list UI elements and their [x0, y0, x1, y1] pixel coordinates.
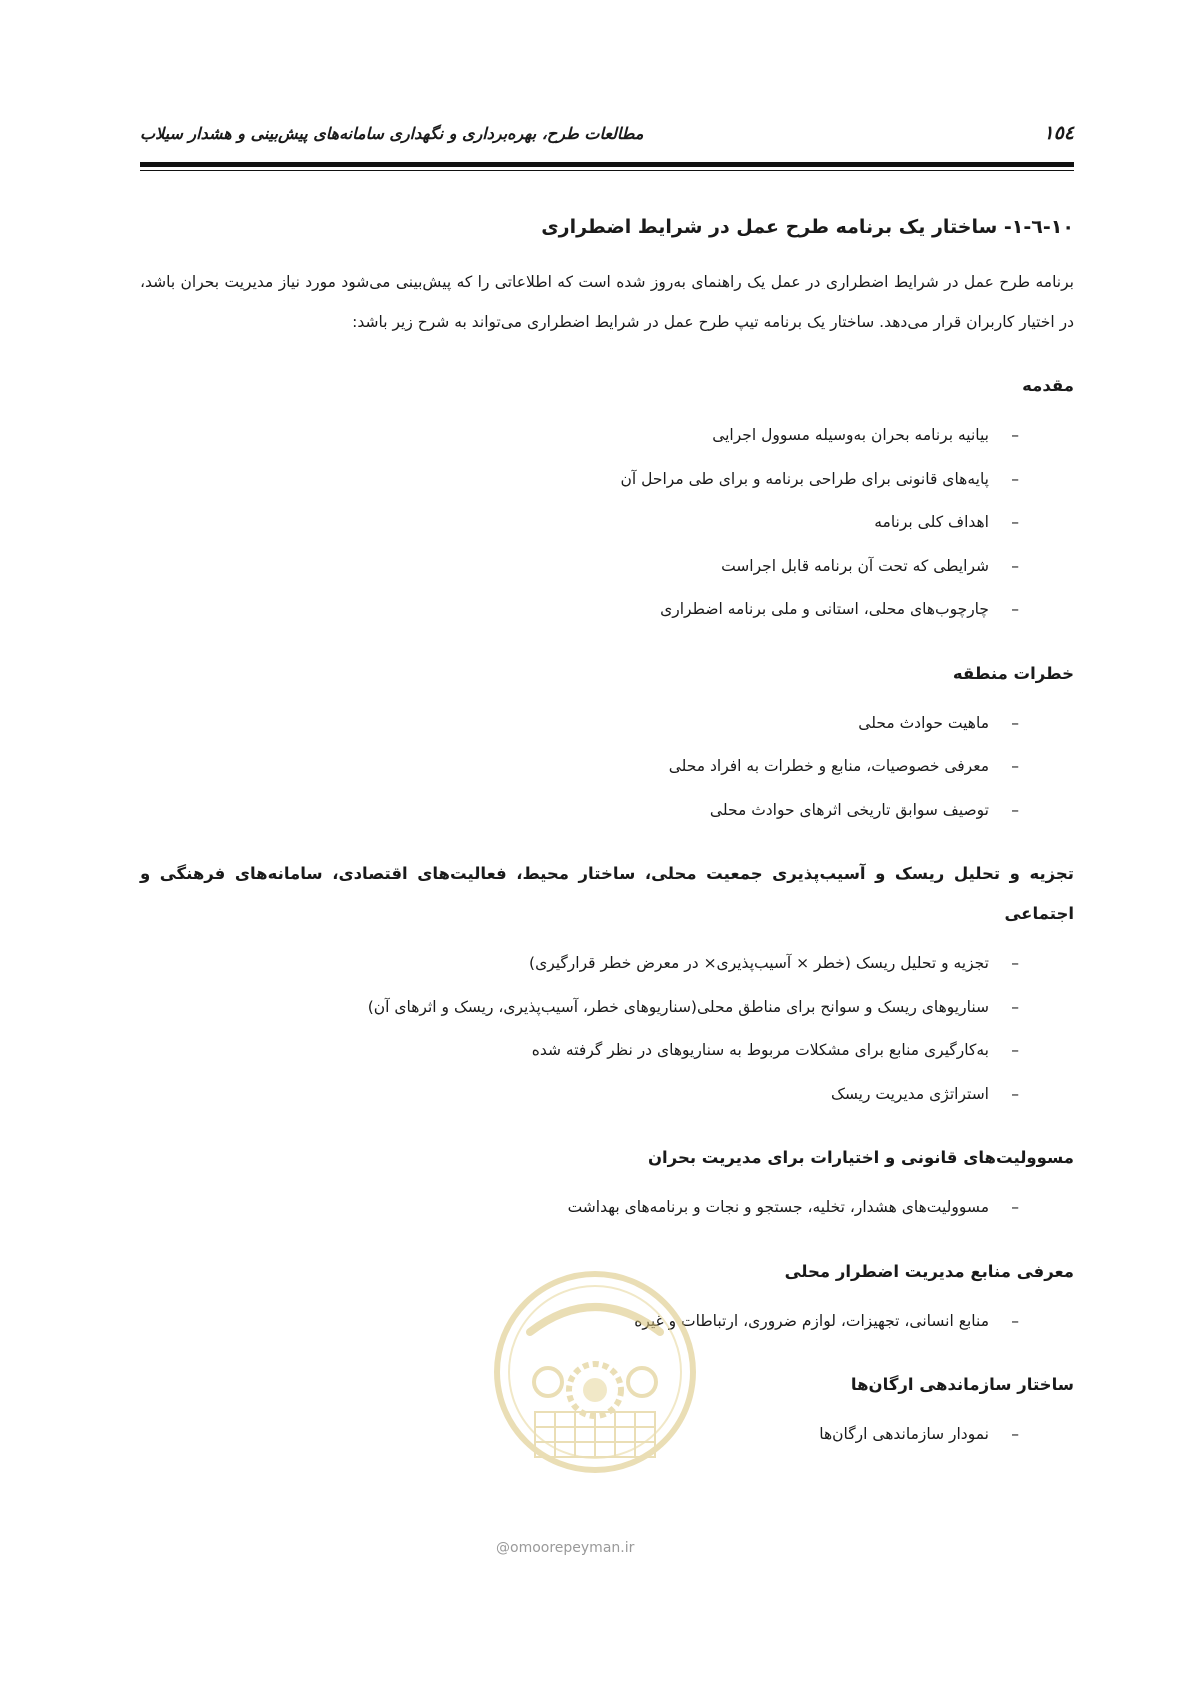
list-item	[140, 545, 1019, 589]
list-item-text: به‌کارگیری منابع برای مشکلات مربوط به سناریوهای در نظر گرفته شده	[531, 1041, 989, 1059]
list-item-text: پایه‌های قانونی برای طراحی برنامه و برای طی مراحل آن	[620, 469, 989, 488]
dash-marker: –	[1011, 997, 1019, 1016]
list-item-text: بیانیه برنامه بحران به‌وسیله مسوول اجرایی	[712, 426, 989, 444]
list-item	[140, 789, 1019, 833]
list-item-text: معرفی خصوصیات، منابع و خطرات به افراد محلی	[668, 757, 989, 775]
bullet-list	[140, 702, 1074, 833]
list-item-text: ماهیت حوادث محلی	[858, 713, 989, 732]
dash-marker: –	[1011, 600, 1019, 618]
dash-marker: –	[1011, 1041, 1019, 1059]
header-rule-thin	[140, 170, 1074, 171]
block-introduction	[140, 366, 1074, 632]
list-item-text: استراتژی مدیریت ریسک	[830, 1084, 989, 1103]
dash-marker: –	[1011, 757, 1019, 775]
list-item	[140, 458, 1019, 502]
list-item-text: تجزیه و تحلیل ریسک (خطر × آسیب‌پذیری× در معرض خطر قرارگیری)	[529, 954, 989, 972]
section-title: ١٠-٦-١- ساختار یک برنامه طرح عمل در شرایط اضطراری	[541, 216, 1074, 238]
list-item	[140, 986, 1019, 1030]
list-item-text: نمودار سازماندهی ارگان‌ها	[819, 1425, 989, 1443]
block-risk-analysis	[140, 854, 1074, 1116]
list-item	[140, 501, 1019, 545]
dash-marker: –	[1011, 1425, 1019, 1443]
subheading: تجزیه و تحلیل ریسک و آسیب‌پذیری جمعیت محلی، ساختار محیط، فعالیت‌های اقتصادی، سامانه‌های فرهنگی و اجتماعی	[140, 864, 1074, 923]
subheading: معرفی منابع مدیریت اضطرار محلی	[784, 1261, 1074, 1281]
dash-marker: –	[1011, 469, 1019, 488]
bullet-list	[140, 942, 1074, 1116]
list-item	[140, 1073, 1019, 1117]
bullet-list	[140, 1186, 1074, 1230]
intro-paragraph: برنامه طرح عمل در شرایط اضطراری در عمل یک راهنمای به‌روز شده است که اطلاعاتی را که پیش‌بینی می‌شود مورد نیاز مدیریت بحران باشد، در اختیار کاربران قرار می‌دهد. ساختار یک برنامه تیپ طرح عمل در شرایط اضطراری می‌تواند به شرح زیر باشد:	[140, 273, 1074, 331]
list-item-text: سناریوهای ریسک و سوانح برای مناطق محلی(سناریوهای خطر، آسیب‌پذیری، ریسک و اثرهای آن)	[367, 997, 989, 1016]
subheading: ساختار سازماندهی ارگان‌ها	[850, 1375, 1074, 1394]
list-item	[140, 745, 1019, 789]
list-item-text: منابع انسانی، تجهیزات، لوازم ضروری، ارتباطات و غیره	[634, 1311, 989, 1330]
subheading: خطرات منطقه	[952, 663, 1074, 683]
block-regional-hazards	[140, 654, 1074, 833]
list-item-text: مسوولیت‌های هشدار، تخلیه، جستجو و نجات و برنامه‌های بهداشت	[567, 1198, 989, 1216]
dash-marker: –	[1011, 426, 1019, 444]
page-header	[140, 122, 1074, 146]
list-item-text: شرایطی که تحت آن برنامه قابل اجراست	[721, 556, 989, 575]
header-rule	[140, 162, 1074, 167]
list-item-text: اهداف کلی برنامه	[874, 513, 989, 531]
block-legal-responsibilities	[140, 1138, 1074, 1230]
dash-marker: –	[1011, 1311, 1019, 1330]
watermark-seal-icon	[490, 1262, 700, 1532]
dash-marker: –	[1011, 513, 1019, 531]
dash-marker: –	[1011, 800, 1019, 819]
list-item	[140, 1029, 1019, 1073]
dash-marker: –	[1011, 1198, 1019, 1216]
page-number: ١٥٤	[1043, 122, 1074, 144]
list-item	[140, 702, 1019, 746]
running-title: مطالعات طرح، بهره‌برداری و نگهداری سامانه‌های پیش‌بینی و هشدار سیلاب	[140, 124, 644, 143]
bullet-list	[140, 414, 1074, 632]
list-item	[140, 588, 1019, 632]
list-item-text: چارچوب‌های محلی، استانی و ملی برنامه اضطراری	[660, 600, 989, 618]
list-item-text: توصیف سوابق تاریخی اثرهای حوادث محلی	[709, 800, 989, 819]
dash-marker: –	[1011, 1084, 1019, 1103]
dash-marker: –	[1011, 713, 1019, 732]
list-item	[140, 942, 1019, 986]
subheading: مقدمه	[1022, 376, 1074, 395]
list-item	[140, 1186, 1019, 1230]
list-item	[140, 414, 1019, 458]
dash-marker: –	[1011, 954, 1019, 972]
subheading: مسوولیت‌های قانونی و اختیارات برای مدیریت بحران	[647, 1148, 1074, 1167]
dash-marker: –	[1011, 556, 1019, 575]
watermark-url: @omoorepeyman.ir	[496, 1540, 635, 1556]
